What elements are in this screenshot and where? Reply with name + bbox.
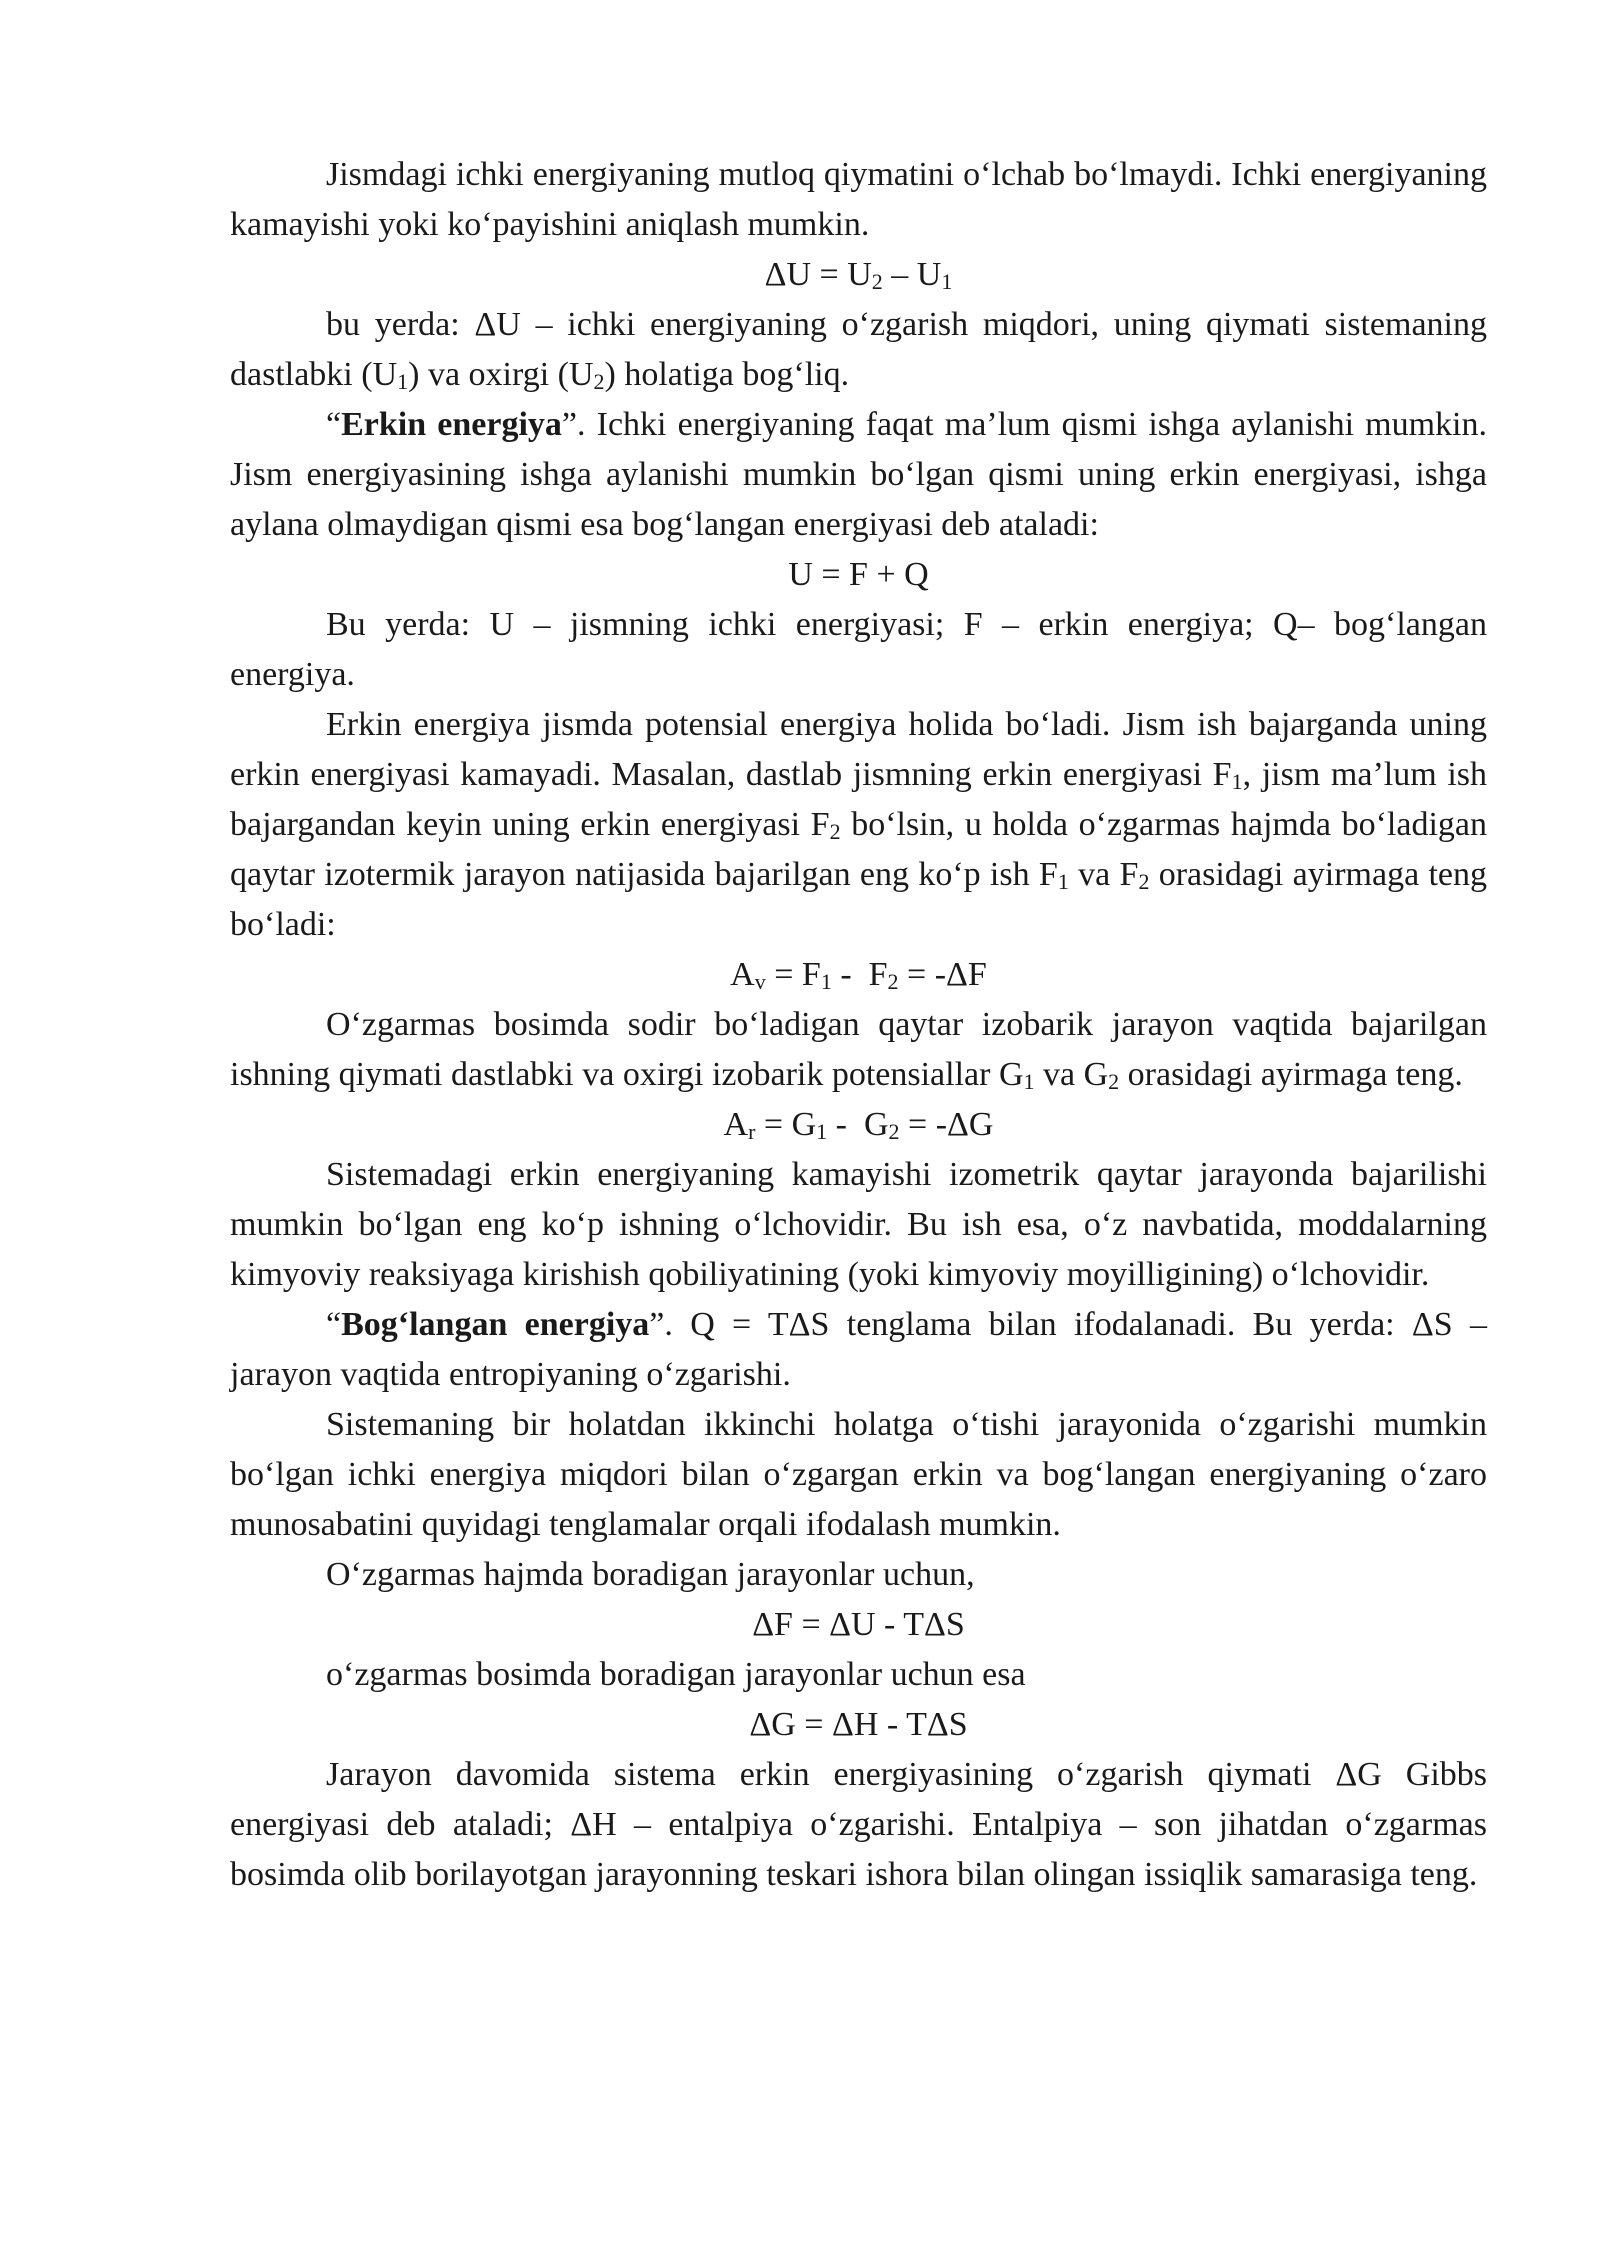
paragraph-u-f-q-legend: Bu yerda: U – jismning ichki energiyasi; F – erkin energiya; Q– bog‘langan energiya. (230, 606, 1487, 693)
document-page (230, 150, 1487, 1900)
paragraph-bound-energy: “Bog‘langan energiya”. Q = TΔS tenglama bilan ifodalanadi. Bu yerda: ΔS – jarayon vaqtida entropiyaning o‘zgarishi. (230, 1306, 1487, 1393)
equation-u-f-q: U = F + Q (788, 556, 929, 593)
paragraph-isobaric: O‘zgarmas bosimda sodir bo‘ladigan qaytar izobarik jarayon vaqtida bajarilgan ishning qiymati dastlabki va oxirgi izobarik potensiallar $G_1$ va $G_2$ orasidagi ayirmaga teng. (230, 1006, 1487, 1094)
paragraph-free-energy: “Erkin energiya”. Ichki energiyaning faqat ma’lum qismi ishga aylanishi mumkin. Jism energiyasining ishga aylanishi mumkin bo‘lgan qismi uning erkin energiyasi, ishga aylana olmaydigan qismi esa bog‘langan energiyasi deb ataladi: (230, 406, 1487, 543)
paragraph-free-energy-decrease: Sistemadagi erkin energiyaning kamayishi izometrik qaytar jarayonda bajarilishi mumkin bo‘lgan eng ko‘p ishning o‘lchovidir. Bu ish esa, o‘z navbatida, moddalarning kimyoviy reaksiyaga kirishish qobiliyatining (yoki kimyoviy moyilligining) o‘lchovidir. (230, 1156, 1487, 1293)
paragraph-delta-u-definition: bu yerda: ΔU – ichki energiyaning o‘zgarish miqdori, uning qiymati sistemaning dastlabki $(U_1)$ va oxirgi $(U_2)$ holatiga bog‘liq. (230, 306, 1487, 394)
equation-av: $A_v = F_1 - F_2 = -\Delta F$ (730, 956, 987, 994)
paragraph-constant-pressure: o‘zgarmas bosimda boradigan jarayonlar uchun esa (326, 1656, 1026, 1693)
paragraph-state-transition: Sistemaning bir holatdan ikkinchi holatga o‘tishi jarayonida o‘zgarishi mumkin bo‘lgan ichki energiya miqdori bilan o‘zgargan erkin va bog‘langan energiyaning o‘zaro munosabatini quyidagi tenglamalar orqali ifodalash mumkin. (230, 1406, 1487, 1543)
equation-delta-g: ΔG = ΔH - TΔS (749, 1706, 968, 1743)
paragraph-constant-volume: O‘zgarmas hajmda boradigan jarayonlar uchun, (326, 1556, 975, 1593)
equation-delta-u: $\Delta U = U_2 - U_1$ (764, 256, 953, 294)
paragraph-gibbs-energy: Jarayon davomida sistema erkin energiyasining o‘zgarish qiymati ΔG Gibbs energiyasi deb ataladi; ΔH – entalpiya o‘zgarishi. Entalpiya – son jihatdan o‘zgarmas bosimda olib borilayotgan jarayonning teskari ishora bilan olingan issiqlik samarasiga teng. (230, 1756, 1487, 1893)
equation-ar: $A_r = G_1 - G_2 = -\Delta G$ (723, 1106, 994, 1144)
equation-delta-f: ΔF = ΔU - TΔS (752, 1606, 965, 1643)
paragraph-free-energy-work: Erkin energiya jismda potensial energiya holida bo‘ladi. Jism ish bajarganda uning erkin energiyasi kamayadi. Masalan, dastlab jismning erkin energiyasi $F_1$, jism ma’lum ish bajargandan keyin uning erkin energiyasi $F_2$ bo‘lsin, u holda o‘zgarmas hajmda bo‘ladigan qaytar izotermik jarayon natijasida bajarilgan eng ko‘p ish $F_1$ va $F_2$ orasidagi ayirmaga teng bo‘ladi: (230, 706, 1487, 943)
term-bound-energy: Bog‘langan energiya (341, 1306, 650, 1343)
paragraph-internal-energy: Jismdagi ichki energiyaning mutloq qiymatini o‘lchab bo‘lmaydi. Ichki energiyaning kamayishi yoki ko‘payishini aniqlash mumkin. (230, 156, 1487, 243)
term-free-energy: Erkin energiya (341, 406, 562, 443)
